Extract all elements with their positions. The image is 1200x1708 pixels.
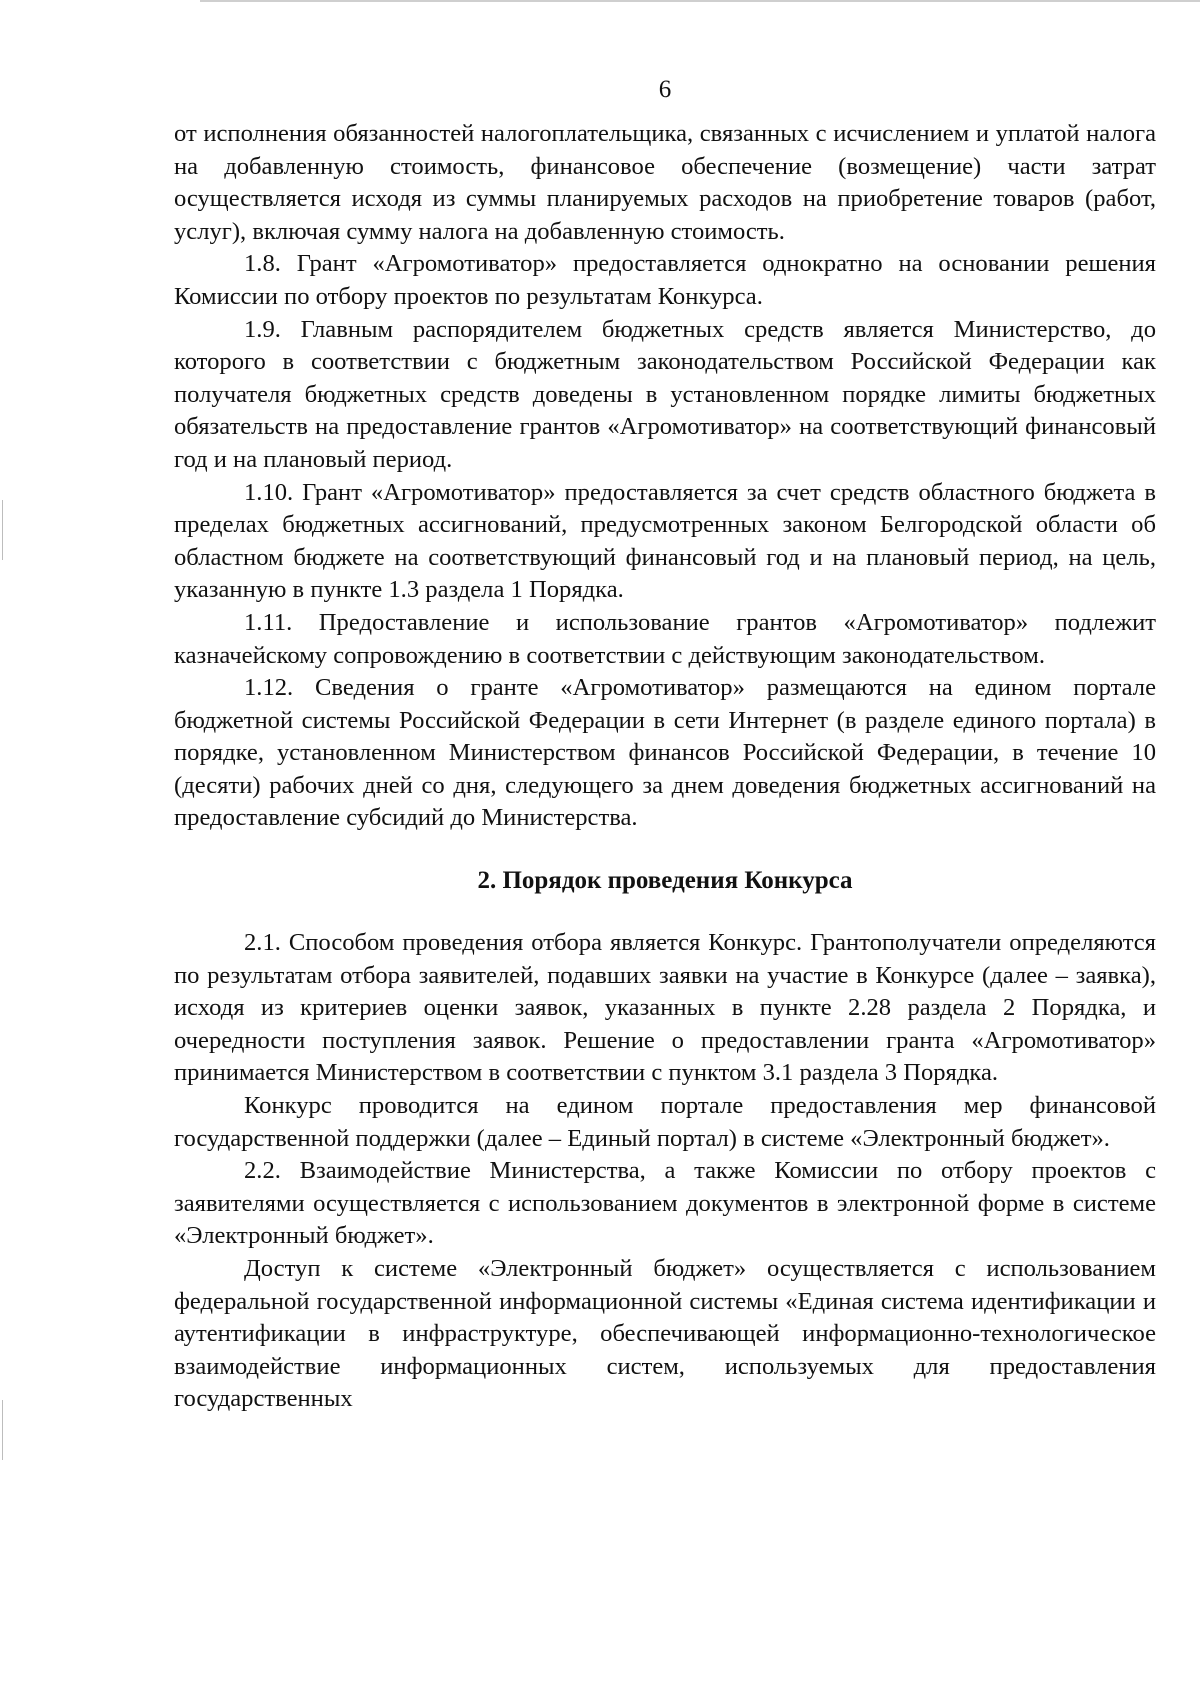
scan-edge-left-2: [2, 1400, 3, 1460]
paragraph: 2.2. Взаимодействие Министерства, а также Комиссии по отбору проектов с заявителями осуществляется с использованием документов в электронной форме в системе «Электронный бюджет».: [174, 1157, 1156, 1250]
paragraph: 1.8. Грант «Агромотиватор» предоставляется однократно на основании решения Комиссии по отбору проектов по результатам Конкурса.: [174, 250, 1156, 310]
paragraphs-after-heading: [174, 927, 1156, 1416]
paragraph: 1.12. Сведения о гранте «Агромотиватор» размещаются на едином портале бюджетной системы Российской Федерации в сети Интернет (в разделе единого портала) в порядке, установленном Министерством финансов Российской Федерации, в течение 10 (десяти) рабочих дней со дня, следующего за днем доведения бюджетных ассигнований на предоставление субсидий до Министерства.: [174, 674, 1156, 832]
document-body: [174, 118, 1156, 1416]
scan-edge-top: [200, 0, 1200, 2]
paragraph: 2.1. Способом проведения отбора является Конкурс. Грантополучатели определяются по результатам отбора заявителей, подавших заявки на участие в Конкурсе (далее – заявка), исходя из критериев оценки заявок, указанных в пункте 2.28 раздела 2 Порядка, и очередности поступления заявок. Решение о предоставлении гранта «Агромотиватор» принимается Министерством в соответствии с пунктом 3.1 раздела 3 Порядка.: [174, 929, 1156, 1087]
paragraph: 1.11. Предоставление и использование грантов «Агромотиватор» подлежит казначейскому сопровождению в соответствии с действующим законодательством.: [174, 608, 1156, 669]
paragraph: 1.10. Грант «Агромотиватор» предоставляется за счет средств областного бюджета в пределах бюджетных ассигнований, предусмотренных законом Белгородской области об областном бюджете на соответствующий финансовый год и на плановый период, на цель, указанную в пункте 1.3 раздела 1 Порядка.: [174, 478, 1156, 604]
paragraph: 1.9. Главным распорядителем бюджетных средств является Министерство, до которого в соответствии с бюджетным законодательством Российской Федерации как получателя бюджетных средств доведены в установленном порядке лимиты бюджетных обязательств на предоставление грантов «Агромотиватор» на соответствующий финансовый год и на плановый период.: [174, 315, 1156, 473]
paragraphs-before-heading: [174, 118, 1156, 835]
section-heading: 2. Порядок проведения Конкурса: [477, 867, 853, 895]
paragraph: Доступ к системе «Электронный бюджет» осуществляется с использованием федеральной государственной информационной системы «Единая система идентификации и аутентификации в инфраструктуре, обеспечивающей информационно-технологическое взаимодействие информационных систем, используемых для предоставления государственных: [174, 1255, 1156, 1413]
paragraph: Конкурс проводится на едином портале предоставления мер финансовой государственной поддержки (далее – Единый портал) в системе «Электронный бюджет».: [174, 1092, 1156, 1152]
scan-edge-left-1: [2, 500, 3, 560]
page-number: 6: [658, 76, 672, 103]
paragraph: от исполнения обязанностей налогоплательщика, связанных с исчислением и уплатой налога на добавленную стоимость, финансовое обеспечение (возмещение) части затрат осуществляется исходя из суммы планируемых расходов на приобретение товаров (работ, услуг), включая сумму налога на добавленную стоимость.: [174, 120, 1156, 245]
